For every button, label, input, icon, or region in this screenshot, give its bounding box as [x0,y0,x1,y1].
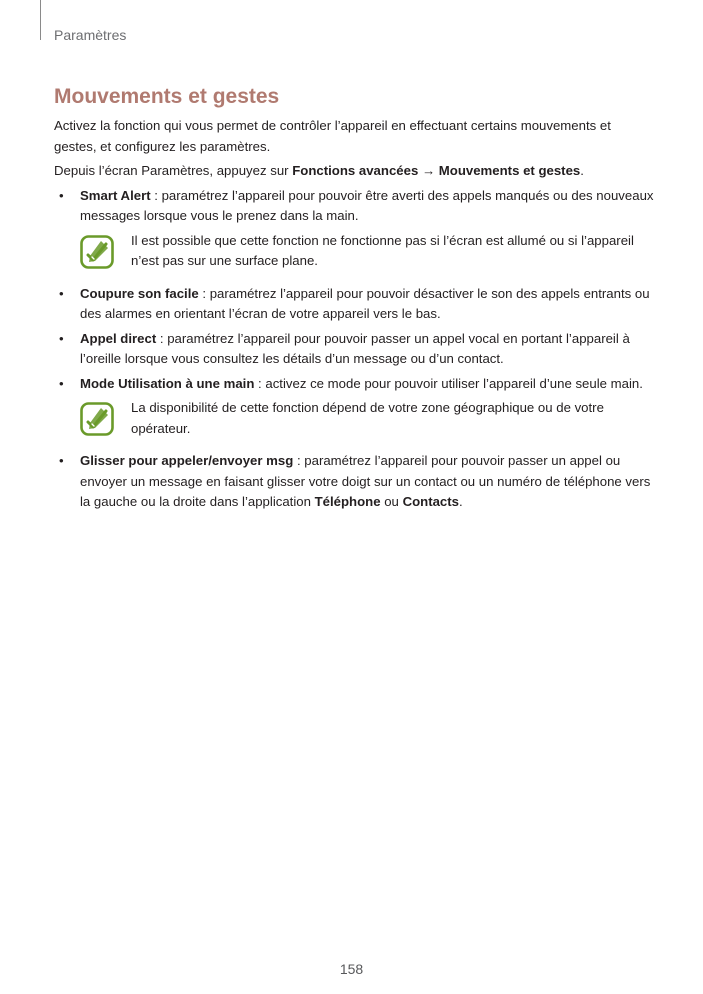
path-step-1: Fonctions avancées [292,163,419,178]
bullet: • [59,187,64,203]
page-title: Mouvements et gestes [54,85,280,108]
section-header: Paramètres [54,27,127,43]
path-step-2: Mouvements et gestes [438,163,581,178]
bullet: • [59,375,64,391]
list-item-appel-direct [54,329,654,370]
navigation-path [54,161,654,182]
note-text: Il est possible que cette fonction ne fonctionne pas si l’écran est allumé ou si l’appareil n’est pas sur une surface plane. [131,232,634,268]
bullet: • [59,285,64,301]
item-text: : paramétrez l’appareil pour pouvoir passer un appel ou envoyer un message en faisant glisser votre doigt sur un contact ou un numéro de téléphone vers la gauche ou la droite dans l’application [80,453,651,509]
item-text: : paramétrez l’appareil pour pouvoir désactiver le son des appels entrants ou des alarmes en orientant l’écran de votre appareil vers le bas. [80,285,650,321]
app-name-telephone: Téléphone [314,494,381,509]
header-rule [40,0,41,40]
app-name-contacts: Contacts [402,494,459,509]
bullet: • [59,453,64,468]
note-box [80,398,654,439]
feature-list [54,284,654,395]
content [54,116,654,517]
list-item-smart-alert [54,186,654,227]
item-name: Appel direct [80,330,157,346]
list-item-coupure-son-facile [54,284,654,325]
list-item-glisser-pour-appeler [54,451,654,513]
feature-list [54,451,654,513]
item-text: : paramétrez l’appareil pour pouvoir passer un appel vocal en portant l’appareil à l’oreille lorsque vous consultez les détails d’un message ou d’un contact. [80,330,630,366]
item-text: : paramétrez l’appareil pour pouvoir être averti des appels manqués ou des nouveaux messages lorsque vous le prenez dans la main. [80,187,654,223]
item-name: Coupure son facile [80,285,199,301]
bullet: • [59,330,64,346]
page-number: 158 [339,961,364,977]
note-pencil-icon [80,402,114,436]
item-text-between: ou [380,494,403,509]
item-text: : activez ce mode pour pouvoir utiliser l’appareil d’une seule main. [254,375,643,391]
note-box [80,231,654,272]
item-name: Mode Utilisation à une main [80,375,255,391]
item-text-end: . [458,494,463,509]
item-name: Glisser pour appeler/envoyer msg [80,453,294,468]
list-item-mode-une-main [54,374,654,395]
feature-list [54,186,654,227]
path-suffix: . [580,163,584,178]
path-prefix: Depuis l’écran Paramètres, appuyez sur [54,163,293,178]
note-pencil-icon [80,235,114,269]
intro-paragraph: Activez la fonction qui vous permet de contrôler l’appareil en effectuant certains mouvements et gestes, et configurez les paramètres. [54,118,611,154]
path-arrow: → [418,163,439,178]
item-name: Smart Alert [80,187,151,203]
note-text: La disponibilité de cette fonction dépend de votre zone géographique ou de votre opérateur. [131,400,604,436]
